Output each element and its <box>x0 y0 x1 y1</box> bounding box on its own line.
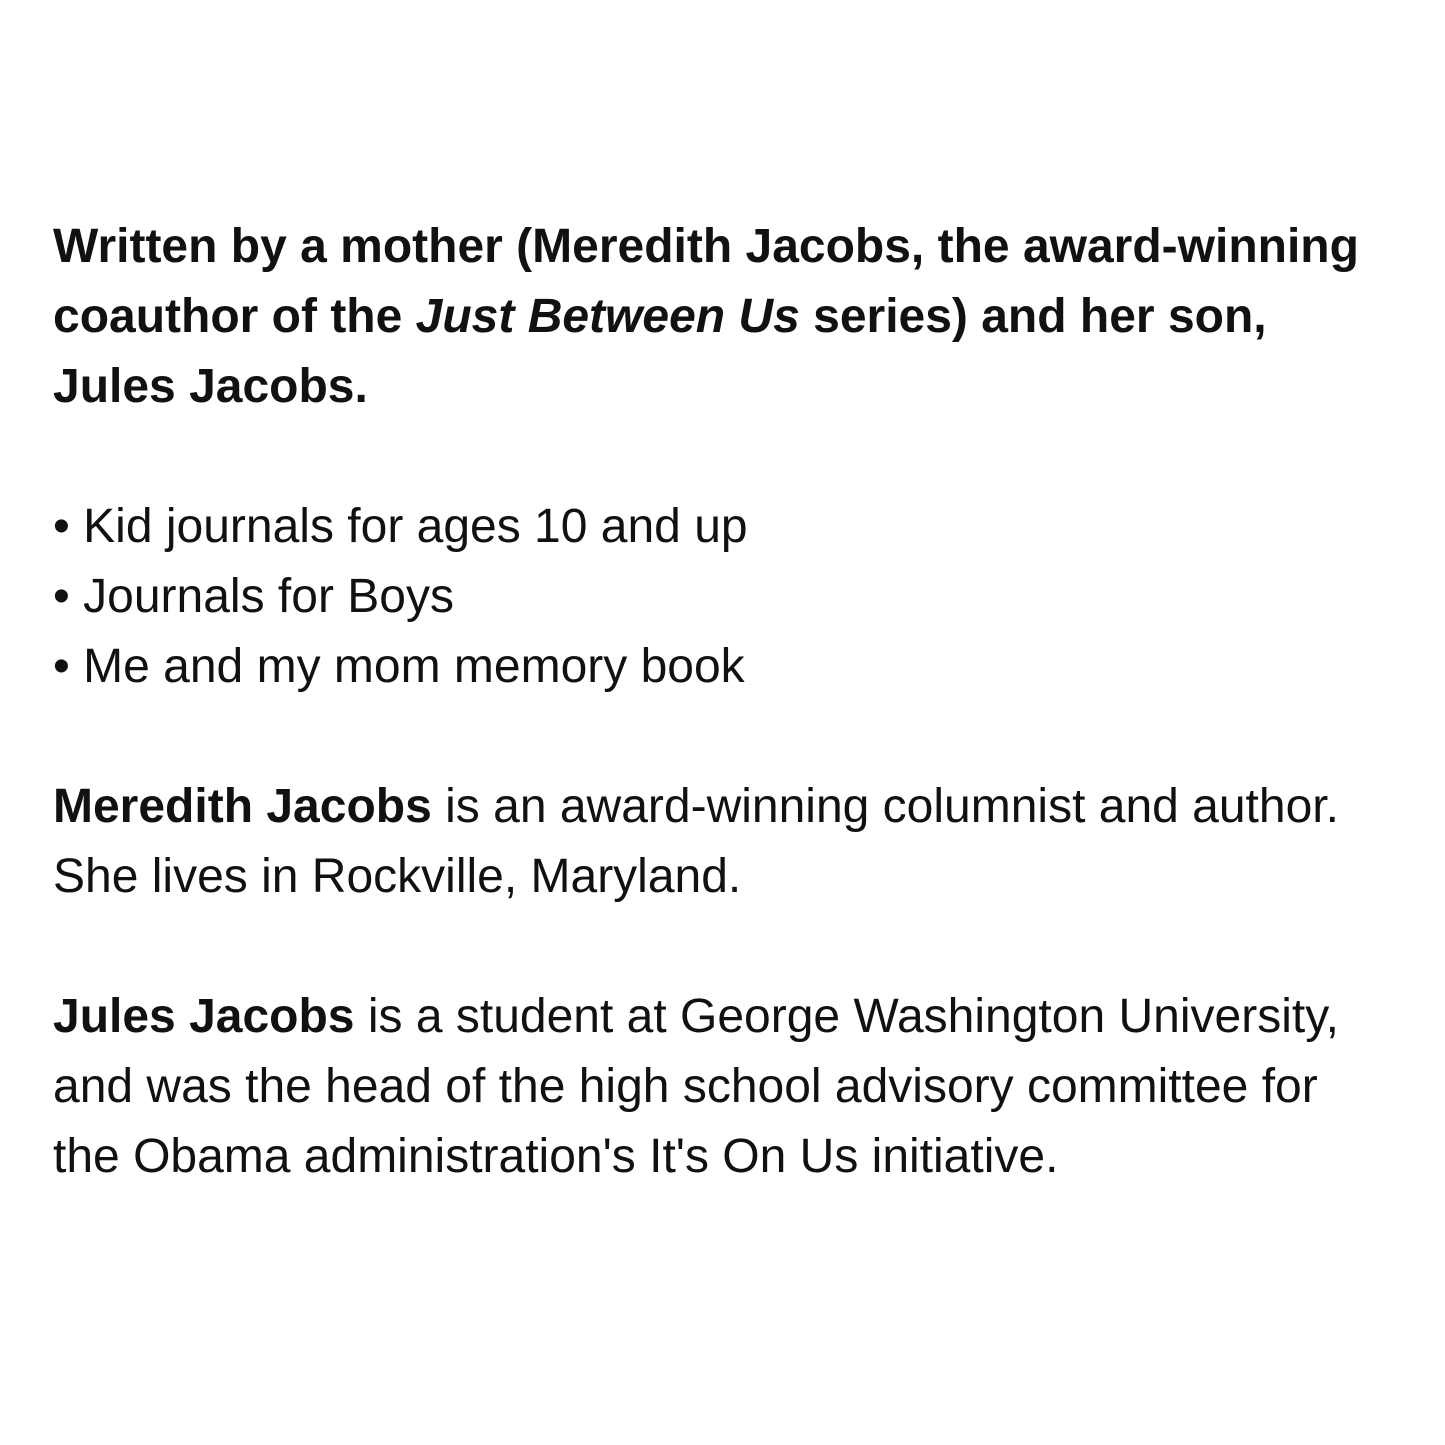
list-item: • Kid journals for ages 10 and up <box>53 500 748 553</box>
series-title: Just Between Us <box>415 290 800 343</box>
list-item: • Me and my mom memory book <box>53 640 745 693</box>
feature-list <box>53 492 1383 702</box>
author-bio-text: is a student at George Washington University, and was the head of the high school advisory committee for the Obama administration's It's On Us initiative. <box>53 990 1339 1183</box>
intro-paragraph <box>53 212 1383 422</box>
author-bio-meredith <box>53 772 1383 912</box>
author-bio-jules <box>53 982 1383 1192</box>
author-name: Meredith Jacobs <box>53 780 432 833</box>
book-description <box>53 212 1383 1192</box>
author-name: Jules Jacobs <box>53 990 355 1043</box>
intro-text-start: Written by a mother (Meredith Jacobs, the award-winning coauthor of the <box>53 220 1359 343</box>
intro-text-end: series) and her son, Jules Jacobs. <box>53 290 1267 413</box>
list-item: • Journals for Boys <box>53 570 454 623</box>
author-bio-text: is an award-winning columnist and author. She lives in Rockville, Maryland. <box>53 780 1339 903</box>
